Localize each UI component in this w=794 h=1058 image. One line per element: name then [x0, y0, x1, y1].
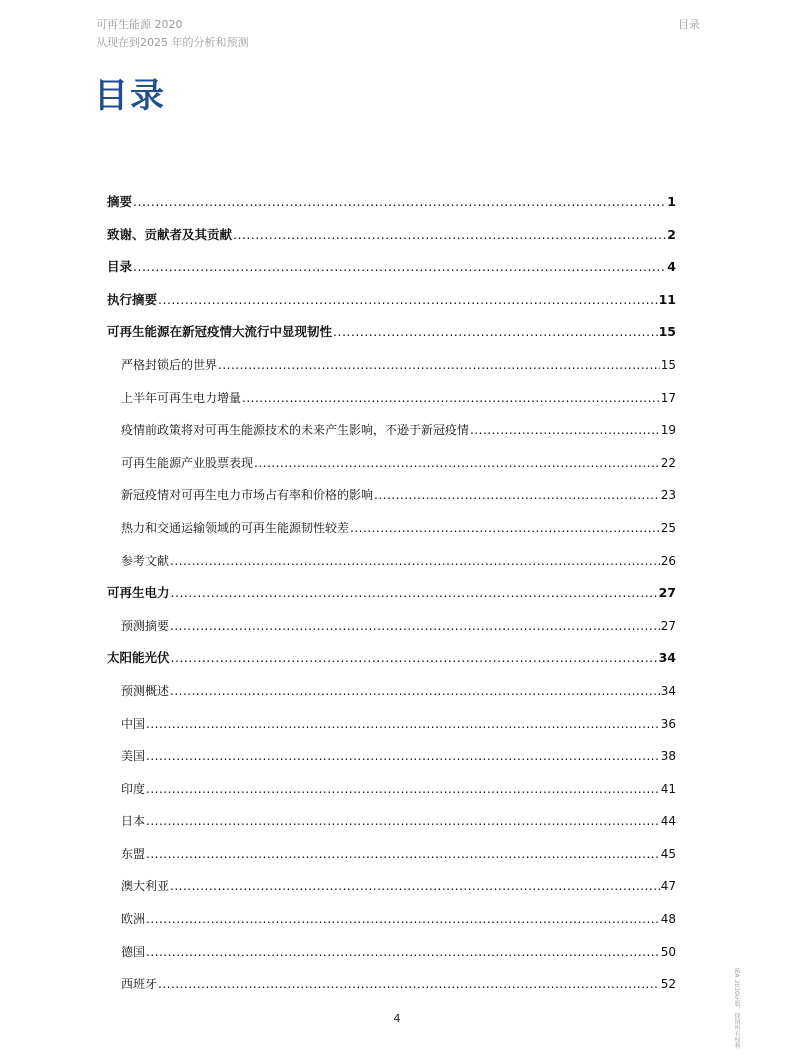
toc-entry-page: 4: [667, 259, 676, 275]
toc-entry-title: 上半年可再生电力增量: [121, 390, 242, 405]
toc-entry[interactable]: [107, 189, 676, 222]
toc-entry-page: 50: [660, 944, 676, 959]
page-header: [96, 16, 249, 52]
toc-dot-leader: [170, 548, 660, 574]
toc-entry-page: 36: [660, 716, 676, 731]
toc-dot-leader: [133, 189, 666, 215]
toc-entry[interactable]: [107, 873, 676, 906]
toc-dot-leader: [374, 482, 660, 508]
toc-entry[interactable]: [107, 645, 676, 678]
toc-entry-title: 西班牙: [121, 977, 158, 992]
toc-dot-leader: [350, 515, 660, 541]
toc-dot-leader: [158, 971, 660, 997]
toc-entry[interactable]: [107, 385, 676, 418]
toc-dot-leader: [218, 352, 660, 378]
table-of-contents: [107, 189, 676, 1004]
toc-entry-page: 26: [660, 553, 676, 568]
toc-entry-title: 热力和交通运输领域的可再生能源韧性较差: [121, 520, 350, 535]
toc-dot-leader: [146, 808, 660, 834]
header-section-label: 目录: [678, 18, 700, 31]
toc-entry-page: 1: [667, 194, 676, 209]
toc-entry-page: 34: [660, 683, 676, 698]
toc-dot-leader: [146, 743, 660, 769]
toc-entry[interactable]: [107, 971, 676, 1004]
toc-entry-title: 可再生电力: [107, 585, 170, 601]
toc-entry[interactable]: [107, 254, 676, 287]
toc-entry-page: 25: [660, 520, 676, 535]
toc-entry-page: 44: [660, 814, 676, 829]
toc-entry[interactable]: [107, 482, 676, 515]
toc-entry-page: 52: [660, 977, 676, 992]
toc-entry[interactable]: [107, 450, 676, 483]
document-title: 可再生能源 2020: [96, 18, 183, 31]
toc-dot-leader: [233, 222, 666, 248]
toc-entry[interactable]: [107, 678, 676, 711]
toc-entry[interactable]: [107, 319, 676, 352]
toc-entry-title: 目录: [107, 259, 133, 275]
toc-entry[interactable]: [107, 548, 676, 581]
toc-dot-leader: [158, 287, 658, 313]
toc-entry[interactable]: [107, 352, 676, 385]
toc-entry-title: 疫情前政策将对可再生能源技术的未来产生影响，不逊于新冠疫情: [121, 423, 470, 438]
toc-entry-title: 摘要: [107, 194, 133, 209]
toc-entry-title: 美国: [121, 749, 146, 764]
page-title: 目录: [94, 76, 166, 116]
toc-dot-leader: [170, 613, 660, 639]
toc-entry-title: 欧洲: [121, 912, 146, 927]
toc-entry-title: 执行摘要: [107, 291, 158, 307]
toc-entry[interactable]: [107, 939, 676, 972]
toc-entry-page: 17: [660, 390, 676, 405]
toc-dot-leader: [170, 678, 660, 704]
toc-dot-leader: [133, 254, 666, 280]
toc-entry-title: 新冠疫情对可再生电力市场占有率和价格的影响: [121, 488, 374, 503]
toc-entry-page: 15: [658, 324, 676, 340]
toc-entry-page: 19: [660, 423, 676, 438]
toc-entry[interactable]: [107, 808, 676, 841]
toc-entry[interactable]: [107, 776, 676, 809]
toc-entry[interactable]: [107, 580, 676, 613]
toc-entry-title: 预测摘要: [121, 618, 170, 633]
toc-dot-leader: [146, 841, 660, 867]
side-copyright-note: IEA 2020年版，保留所有权利: [733, 968, 740, 1049]
toc-entry-page: 2: [667, 226, 676, 242]
toc-dot-leader: [146, 906, 660, 932]
toc-entry-title: 严格封锁后的世界: [121, 357, 218, 372]
toc-dot-leader: [254, 450, 660, 476]
toc-dot-leader: [333, 319, 658, 345]
document-subtitle: 从现在到2025 年的分析和预测: [96, 36, 249, 49]
toc-entry-title: 可再生能源产业股票表现: [121, 455, 254, 470]
toc-entry-title: 德国: [121, 944, 146, 959]
toc-entry-title: 中国: [121, 716, 146, 731]
toc-entry[interactable]: [107, 743, 676, 776]
toc-entry[interactable]: [107, 417, 676, 450]
toc-entry-title: 致谢、贡献者及其贡献: [107, 226, 233, 242]
toc-dot-leader: [470, 417, 660, 443]
toc-entry-title: 参考文献: [121, 553, 170, 568]
toc-entry[interactable]: [107, 841, 676, 874]
toc-dot-leader: [146, 939, 660, 965]
toc-entry-page: 48: [660, 912, 676, 927]
toc-entry[interactable]: [107, 613, 676, 646]
toc-entry-title: 东盟: [121, 846, 146, 861]
toc-entry-page: 41: [660, 781, 676, 796]
toc-dot-leader: [242, 385, 660, 411]
toc-entry-page: 27: [658, 585, 676, 601]
toc-entry-page: 27: [660, 618, 676, 633]
toc-entry[interactable]: [107, 222, 676, 255]
toc-entry-title: 太阳能光伏: [107, 650, 170, 666]
toc-dot-leader: [170, 873, 660, 899]
toc-entry-page: 38: [660, 749, 676, 764]
toc-entry-title: 日本: [121, 814, 146, 829]
toc-entry[interactable]: [107, 287, 676, 320]
toc-entry-title: 澳大利亚: [121, 879, 170, 894]
toc-entry-title: 可再生能源在新冠疫情大流行中显现韧性: [107, 324, 333, 340]
toc-entry-page: 15: [660, 357, 676, 372]
toc-dot-leader: [146, 711, 660, 737]
toc-entry-page: 23: [660, 488, 676, 503]
page-number: 4: [393, 1012, 401, 1025]
toc-entry-title: 印度: [121, 781, 146, 796]
toc-entry-page: 45: [660, 846, 676, 861]
toc-entry-page: 47: [660, 879, 676, 894]
toc-entry-page: 22: [660, 455, 676, 470]
toc-dot-leader: [146, 776, 660, 802]
toc-entry-title: 预测概述: [121, 683, 170, 698]
toc-entry[interactable]: [107, 711, 676, 744]
toc-entry[interactable]: [107, 906, 676, 939]
toc-entry-page: 11: [658, 291, 676, 307]
toc-dot-leader: [171, 645, 658, 671]
toc-entry[interactable]: [107, 515, 676, 548]
toc-dot-leader: [171, 580, 658, 606]
toc-entry-page: 34: [658, 650, 676, 666]
